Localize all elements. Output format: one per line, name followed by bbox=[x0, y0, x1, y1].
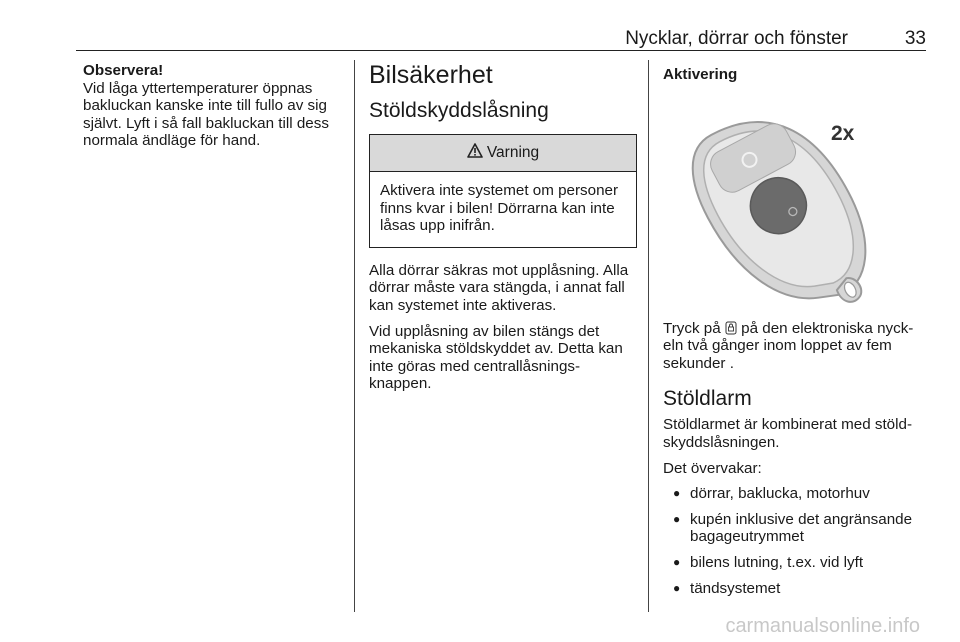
paragraph: Alla dörrar säkras mot upplåsning. Alla dörrar måste vara stängda, i annat fall kan systemet inte aktiveras. bbox=[369, 261, 629, 314]
list-item: ● kupén inklusive det angränsande bagageutrymmet bbox=[663, 511, 929, 546]
watermark: carmanualsonline.info bbox=[725, 615, 920, 637]
section-heading: Bilsäkerhet bbox=[369, 61, 493, 89]
monitored-list bbox=[663, 485, 929, 597]
warning-header bbox=[370, 135, 636, 172]
warning-label: Varning bbox=[486, 144, 540, 162]
press-instruction-before: Tryck på bbox=[663, 319, 721, 337]
paragraph: Vid upplåsning av bilen stängs det mekaniska stöldskyddet av. Detta kan inte göras med centrallåsnings-knappen. bbox=[369, 322, 623, 393]
page-number: 33 bbox=[904, 28, 926, 49]
key-fob-illustration bbox=[663, 98, 925, 310]
monitors-label: Det övervakar: bbox=[663, 459, 762, 477]
column-divider-2 bbox=[648, 60, 649, 612]
figure-label: 2x bbox=[831, 121, 855, 145]
warning-triangle-icon bbox=[467, 143, 483, 163]
lock-icon bbox=[725, 321, 737, 335]
press-instruction-after: på den elektroniska nyck-eln två gånger inom loppet av fem sekunder . bbox=[663, 319, 914, 372]
subsection-heading: Stöldskyddslåsning bbox=[369, 99, 549, 122]
activation-title: Aktivering bbox=[663, 66, 738, 83]
column-2 bbox=[369, 62, 637, 401]
note-title: Observera! bbox=[83, 62, 164, 79]
page-header-title: Nycklar, dörrar och fönster bbox=[625, 28, 848, 49]
header-rule bbox=[76, 50, 926, 51]
paragraph bbox=[663, 320, 929, 373]
column-1 bbox=[83, 62, 345, 158]
column-3 bbox=[663, 62, 929, 605]
list-item: ● tändsystemet bbox=[663, 580, 929, 598]
list-item: ● dörrar, baklucka, motorhuv bbox=[663, 485, 929, 503]
list-item: ● bilens lutning, t.ex. vid lyft bbox=[663, 554, 929, 572]
note-text: Vid låga yttertemperaturer öppnas bakluckan kanske inte till fullo av sig självt. Lyft i så fall bakluckan till dess normala ändläge för hand. bbox=[83, 79, 329, 150]
column-divider-1 bbox=[354, 60, 355, 612]
paragraph: Stöldlarmet är kombinerat med stöld-skyddslåsningen. bbox=[663, 416, 913, 451]
warning-text: Aktivera inte systemet om personer finns kvar i bilen! Dörrarna kan inte låsas upp inifrån. bbox=[380, 182, 619, 235]
alarm-heading: Stöldlarm bbox=[663, 387, 752, 411]
warning-box bbox=[369, 134, 637, 248]
